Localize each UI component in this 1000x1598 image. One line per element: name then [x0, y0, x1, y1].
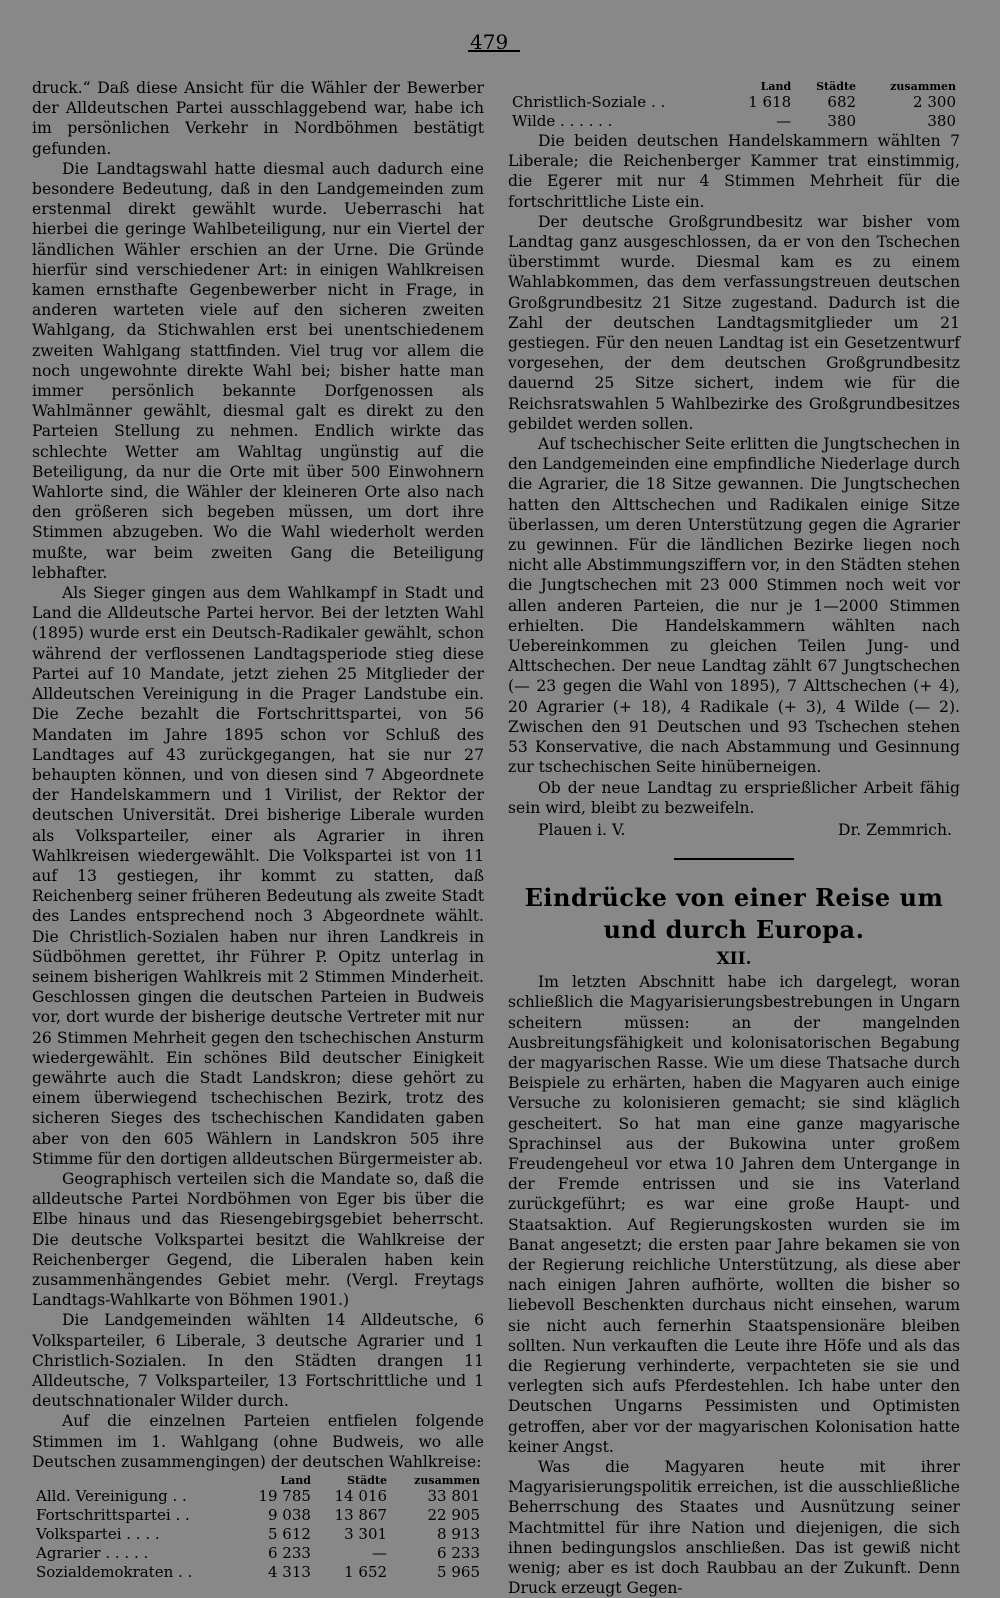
party-name: Christlich-Soziale . .	[512, 93, 666, 111]
table-header: Land	[760, 80, 792, 93]
paragraph: Die Landgemeinden wählten 14 Alldeutsche, 6 Volksparteiler, 6 Liberale, 3 deutsche Agrarier und 1 Christlich-Sozialen. In den Städten drangen 11 Alldeutsche, 7 Volksparteiler, 13 Fortschrittliche und 1 deutschnationaler Wilder durch.	[32, 1311, 484, 1411]
land-votes: 1 618	[748, 93, 792, 111]
table-header: Land	[280, 1474, 311, 1488]
table-header: Städte	[816, 80, 857, 93]
article-title: Eindrücke von einer Reise um und durch Europa.	[524, 883, 944, 945]
right-column	[508, 78, 960, 1598]
article-subtitle: XII.	[716, 949, 752, 970]
staedte-votes: 13 867	[334, 1506, 388, 1525]
paragraph: Im letzten Abschnitt habe ich dargelegt, woran schließlich die Magyarisierungsbestrebungen in Ungarn scheitern müssen: an der mangelnden Ausbreitungsfähigkeit und kolonisatorischen Begabung der magyarischen Rasse. Wie um diese Thatsache durch Beispiele zu erhärten, haben die Magyaren auch einige Versuche zu kolonisieren gemacht; sie sind kläglich gescheitert. So hat man eine ganze magyarische Sprachinsel aus der Bukowina unter großem Freudengeheul vor etwa 10 Jahren dem Untergange in der Fremde entrissen und sie ins Vaterland zurückgeführt; es war eine große Haupt- und Staatsaktion. Auf Regierungskosten wurden sie im Banat angesetzt; die ersten paar Jahre bekamen sie von der Regierung reichliche Unterstützung, als diese aber nach einigen Jahren aufhörte, wollten die bisher so liebevoll Beschenkten durchaus nicht einsehen, warum sie nicht auch fernerhin Staatspensionäre bleiben sollten. Nun verkauften die Leute ihre Höfe und als das die Regierung verhinderte, verpachteten sie sie und verlegten sich aufs Pferdestehlen. Ich habe unter den Deutschen Ungarns Pessimisten und Optimisten getroffen, aber vor der magyarischen Kolonisation hatte keiner Angst.	[508, 973, 960, 1456]
table-row	[32, 1544, 484, 1563]
party-name: Agrarier . . . . .	[36, 1544, 149, 1563]
section-divider	[674, 858, 794, 860]
party-name: Sozialdemokraten . .	[36, 1563, 193, 1582]
total-votes: 22 905	[427, 1506, 480, 1525]
table-header: Städte	[347, 1474, 388, 1488]
total-votes: 5 965	[437, 1563, 480, 1582]
land-votes: 4 313	[267, 1563, 311, 1582]
signature-author: Dr. Zemmrich.	[838, 820, 952, 839]
staedte-votes: 14 016	[334, 1487, 388, 1506]
party-name: Alld. Vereinigung . .	[36, 1487, 187, 1506]
table-header: zusammen	[890, 80, 956, 93]
paragraph: Der deutsche Großgrundbesitz war bisher vom Landtag ganz ausgeschlossen, da er von den Tschechen überstimmt wurde. Diesmal kam es zu einem Wahlabkommen, das dem verfassungstreuen deutschen Großgrundbesitz 21 Sitze zugestand. Dadurch ist die Zahl der deutschen Landtagsmitglieder um 21 gestiegen. Für den neuen Landtag ist ein Gesetzentwurf vorgesehen, der dem deutschen Großgrundbesitz dauernd 25 Sitze sichert, indem wie für die Reichsratswahlen 5 Wahlbezirke des Großgrundbesitzes gebildet werden sollen.	[508, 212, 960, 433]
table-row	[32, 1525, 484, 1544]
paragraph: Ob der neue Landtag zu ersprießlicher Arbeit fähig sein wird, bleibt zu bezweifeln.	[508, 778, 960, 817]
paragraph: druck.“ Daß diese Ansicht für die Wähler der Bewerber der Alldeutschen Partei ausschlaggebend war, habe ich im persönlichen Verkehr in Nordböhmen bestätigt gefunden.	[32, 79, 484, 158]
paragraph: Was die Magyaren heute mit ihrer Magyarisierungspolitik erreichen, ist die ausschließliche Beherrschung des Staates und Ausnützung seiner Machtmittel für ihre Nation und diejenigen, die sich ihnen bedingungslos anschließen. Das ist gewiß nicht wenig; aber es ist doch Raubbau an der Zukunft. Denn Druck erzeugt Gegen-	[508, 1457, 960, 1598]
total-votes: 380	[927, 112, 956, 130]
table-row	[508, 93, 960, 112]
table-row	[32, 1506, 484, 1525]
party-name: Volkspartei . . . .	[36, 1525, 160, 1544]
left-column	[32, 78, 484, 1582]
signature-line	[508, 818, 960, 840]
total-votes: 6 233	[437, 1544, 480, 1563]
party-name: Wilde . . . . . .	[512, 112, 613, 130]
staedte-votes: 380	[827, 112, 857, 130]
land-votes: 19 785	[258, 1487, 311, 1506]
page-number-rule	[468, 50, 520, 52]
table-row	[32, 1487, 484, 1506]
total-votes: 2 300	[913, 93, 956, 111]
paragraph: Als Sieger gingen aus dem Wahlkampf in Stadt und Land die Alldeutsche Partei hervor. Bei der letzten Wahl (1895) wurde erst ein Deutsch-Radikaler gewählt, schon während der verflossenen Landtagsperiode stieg diese Partei auf 10 Mandate, jetzt ziehen 25 Mitglieder der Alldeutschen Vereinigung in die Prager Landstube ein. Die Zeche bezahlt die Fortschrittspartei, von 56 Mandaten im Jahre 1895 schon vor Schluß des Landtages auf 43 zurückgegangen, hat sie nur 27 behaupten können, und von diesen sind 7 Abgeordnete der Handelskammern und 1 Virilist, der Rektor der deutschen Universität. Drei bisherige Liberale wurden als Volksparteiler, einer als Agrarier in ihren Wahlkreisen wiedergewählt. Die Volkspartei ist von 11 auf 13 gestiegen, ihr kommt zu statten, daß Reichenberg seiner früheren Bedeutung als zweite Stadt des Landes entsprechend noch 3 Abgeordnete wählt. Die Christlich-Sozialen haben nur ihren Landkreis in Südböhmen gerettet, ihr Führer P. Opitz unterlag in seinem bisherigen Wahlkreis mit 2 Stimmen Minderheit. Geschlossen gingen die deutschen Parteien in Budweis vor, dort wurde der bisherige deutsche Vertreter mit nur 26 Stimmen Mehrheit gegen den tschechischen Ansturm wiedergewählt. Ein schönes Bild deutscher Einigkeit gewährte auch die Stadt Landskron; diese gehört zu einem überwiegend tschechischen Bezirk, trotz des sicheren Sieges des tschechischen Kandidaten gaben aber von den 605 Wählern in Landskron 505 ihre Stimme für den dortigen alldeutschen Bürgermeister ab.	[32, 584, 484, 1168]
staedte-votes: 3 301	[344, 1525, 388, 1544]
staedte-votes: —	[372, 1544, 388, 1563]
paragraph: Die Landtagswahl hatte diesmal auch dadurch eine besondere Bedeutung, daß in den Landgemeinden zum erstenmal direkt gewählt wurde. Ueberraschi hat hierbei die geringe Wahlbeteiligung, nur ein Viertel der ländlichen Wähler erschien an der Urne. Die Gründe hierfür sind verschiedener Art: in einigen Wahlkreisen kamen ernsthafte Gegenbewerber nicht in Frage, in anderen warteten viele auf den sicheren zweiten Wahlgang, da Stichwahlen erst bei unentschiedenem zweiten Wahlgang stattfinden. Viel trug vor allem die noch ungewohnte direkte Wahl bei; bisher hatte man immer persönlich bekannte Dorfgenossen als Wahlmänner gewählt, diesmal galt es direkt zu den Parteien Stellung zu nehmen. Endlich wirkte das schlechte Wetter am Wahltag ungünstig auf die Beteiligung, da nur die Orte mit über 500 Einwohnern Wahlorte sind, die Wähler der kleineren Orte also nach den größeren sich begeben müssen, um dort ihre Stimmen abzugeben. Wo die Wahl wiederholt werden mußte, war beim zweiten Gang die Beteiligung lebhafter.	[32, 159, 484, 582]
paragraph: Die beiden deutschen Handelskammern wählten 7 Liberale; die Reichenberger Kammer trat einstimmig, die Egerer mit nur 4 Stimmen Mehrheit für die fortschrittliche Liste ein.	[508, 132, 960, 211]
party-name: Fortschrittspartei . .	[36, 1506, 190, 1525]
table-row	[508, 112, 960, 131]
paragraph: Auf die einzelnen Parteien entfielen folgende Stimmen im 1. Wahlgang (ohne Budweis, wo alle Deutschen zusammengingen) der deutschen Wahlkreise:	[32, 1412, 484, 1471]
land-votes: 5 612	[267, 1525, 311, 1544]
paragraph: Geographisch verteilen sich die Mandate so, daß die alldeutsche Partei Nordböhmen von Eger bis über die Elbe hinaus und das Riesengebirgsgebiet beherrscht. Die deutsche Volkspartei besitzt die Wahlkreise der Reichenberger Gegend, die Liberalen haben kein zusammenhängendes Gebiet mehr. (Vergl. Freytags Landtags-Wahlkarte von Böhmen 1901.)	[32, 1169, 484, 1310]
paragraph: Auf tschechischer Seite erlitten die Jungtschechen in den Landgemeinden eine empfindliche Niederlage durch die Agrarier, die 18 Sitze gewannen. Die Jungtschechen hatten den Alttschechen und Radikalen einige Sitze überlassen, um deren Unterstützung gegen die Agrarier zu gewinnen. Für die ländlichen Bezirke liegen noch nicht alle Abstimmungsziffern vor, in den Städten stehen die Jungtschechen mit 23 000 Stimmen noch weit vor allen anderen Parteien, die nur je 1—2000 Stimmen erhielten. Die Handelskammern wählten nach Uebereinkommen zu gleichen Teilen Jung- und Alttschechen. Der neue Landtag zählt 67 Jungtschechen (— 23 gegen die Wahl von 1895), 7 Alttschechen (+ 4), 20 Agrarier (+ 18), 4 Radikale (+ 3), 4 Wilde (— 2). Zwischen den 91 Deutschen und 93 Tschechen stehen 53 Konservative, die nach Abstammung und Gesinnung zur tschechischen Seite hinüberneigen.	[508, 435, 960, 777]
table-header: zusammen	[414, 1474, 480, 1488]
land-votes: 9 038	[267, 1506, 311, 1525]
total-votes: 33 801	[427, 1487, 480, 1506]
land-votes: 6 233	[267, 1544, 311, 1563]
total-votes: 8 913	[437, 1525, 480, 1544]
staedte-votes: 1 652	[344, 1563, 388, 1582]
vote-table-left	[32, 1474, 484, 1582]
page-number: 479	[470, 30, 509, 54]
signature-place: Plauen i. V.	[538, 820, 626, 839]
staedte-votes: 682	[827, 93, 857, 111]
table-row	[32, 1563, 484, 1582]
land-votes: —	[776, 112, 792, 130]
vote-table-right	[508, 80, 960, 131]
